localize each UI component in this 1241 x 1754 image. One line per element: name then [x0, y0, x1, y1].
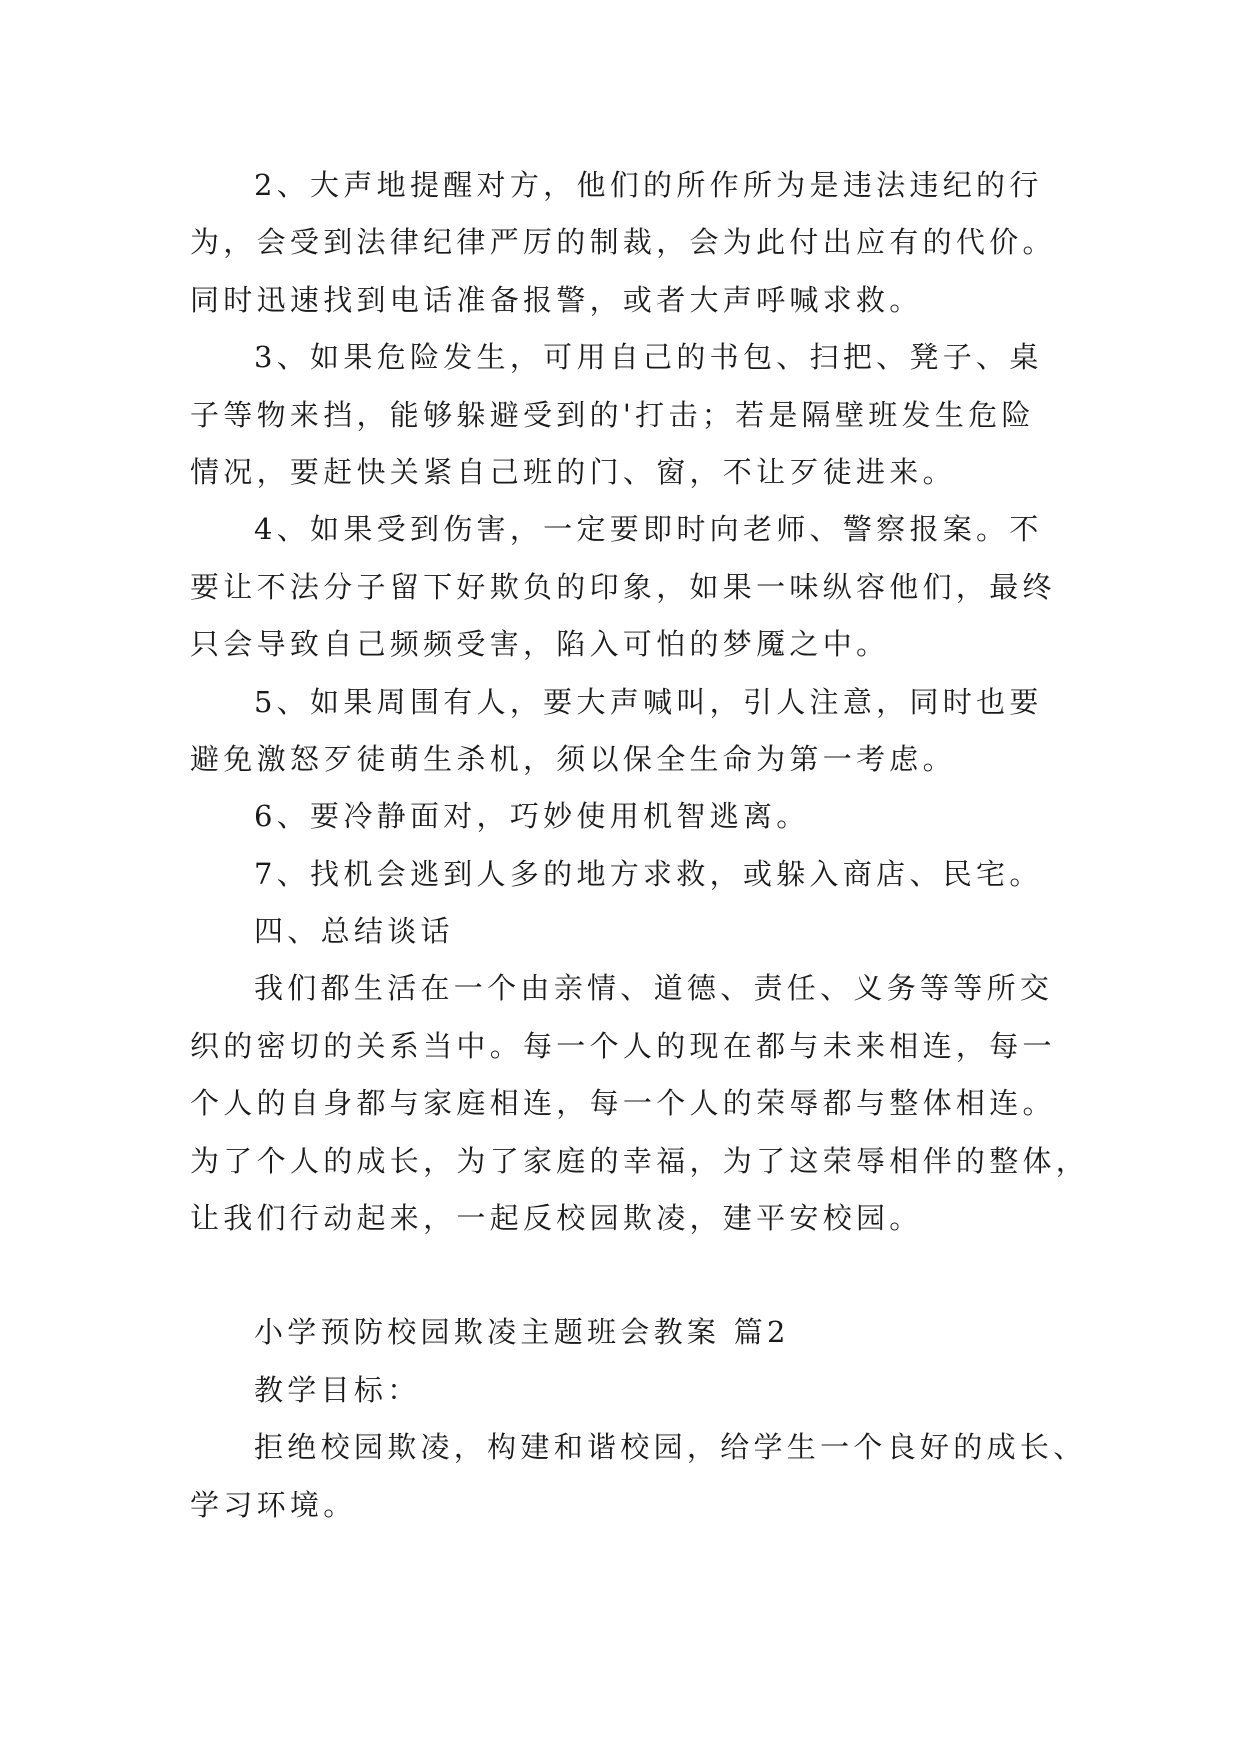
paragraph-line: 为，会受到法律纪律严厉的制裁，会为此付出应有的代价。 [190, 225, 1056, 260]
paragraph-line: 个人的自身都与家庭相连，每一个人的荣辱都与整体相连。 [190, 1086, 1056, 1121]
paragraph-line: 同时迅速找到电话准备报警，或者大声呼喊求救。 [190, 282, 923, 317]
paragraph-line: 只会导致自己频频受害，陷入可怕的梦魇之中。 [190, 627, 890, 662]
paragraph-line: 5、如果周围有人，要大声喊叫，引人注意，同时也要 [254, 684, 1043, 719]
paragraph-line: 4、如果受到伤害，一定要即时向老师、警察报案。不 [254, 512, 1043, 547]
paragraph-line: 子等物来挡，能够躲避受到的'打击；若是隔壁班发生危险 [190, 397, 1035, 432]
paragraph-line: 让我们行动起来，一起反校园欺凌，建平安校园。 [190, 1201, 923, 1236]
paragraph-line: 为了个人的成长，为了家庭的幸福，为了这荣辱相伴的整体， [190, 1143, 1090, 1178]
section-heading: 四、总结谈话 [254, 914, 454, 949]
paragraph-line: 情况，要赶快关紧自己班的门、窗，不让歹徒进来。 [190, 454, 956, 489]
paragraph-line: 2、大声地提醒对方，他们的所作所为是违法违纪的行 [254, 168, 1043, 202]
paragraph-line: 织的密切的关系当中。每一个人的现在都与未来相连，每一 [190, 1028, 1056, 1063]
paragraph-line: 3、如果危险发生，可用自己的书包、扫把、凳子、桌 [254, 340, 1043, 375]
article-title: 小学预防校园欺凌主题班会教案 篇2 [254, 1315, 790, 1350]
paragraph-line: 避免激怒歹徒萌生杀机，须以保全生命为第一考虑。 [190, 741, 956, 776]
paragraph-line: 7、找机会逃到人多的地方求救，或躲入商店、民宅。 [254, 856, 1043, 891]
document-body [190, 157, 1090, 1534]
section-heading: 教学目标： [254, 1372, 421, 1407]
section-spacer [190, 1247, 1070, 1304]
paragraph-line: 6、要冷静面对，巧妙使用机智逃离。 [254, 799, 810, 834]
paragraph-line: 我们都生活在一个由亲情、道德、责任、义务等等所交 [254, 971, 1054, 1006]
paragraph-line: 学习环境。 [190, 1487, 357, 1522]
paragraph-line: 拒绝校园欺凌，构建和谐校园，给学生一个良好的成长、 [254, 1430, 1087, 1465]
paragraph-line: 要让不法分子留下好欺负的印象，如果一味纵容他们，最终 [190, 569, 1056, 604]
